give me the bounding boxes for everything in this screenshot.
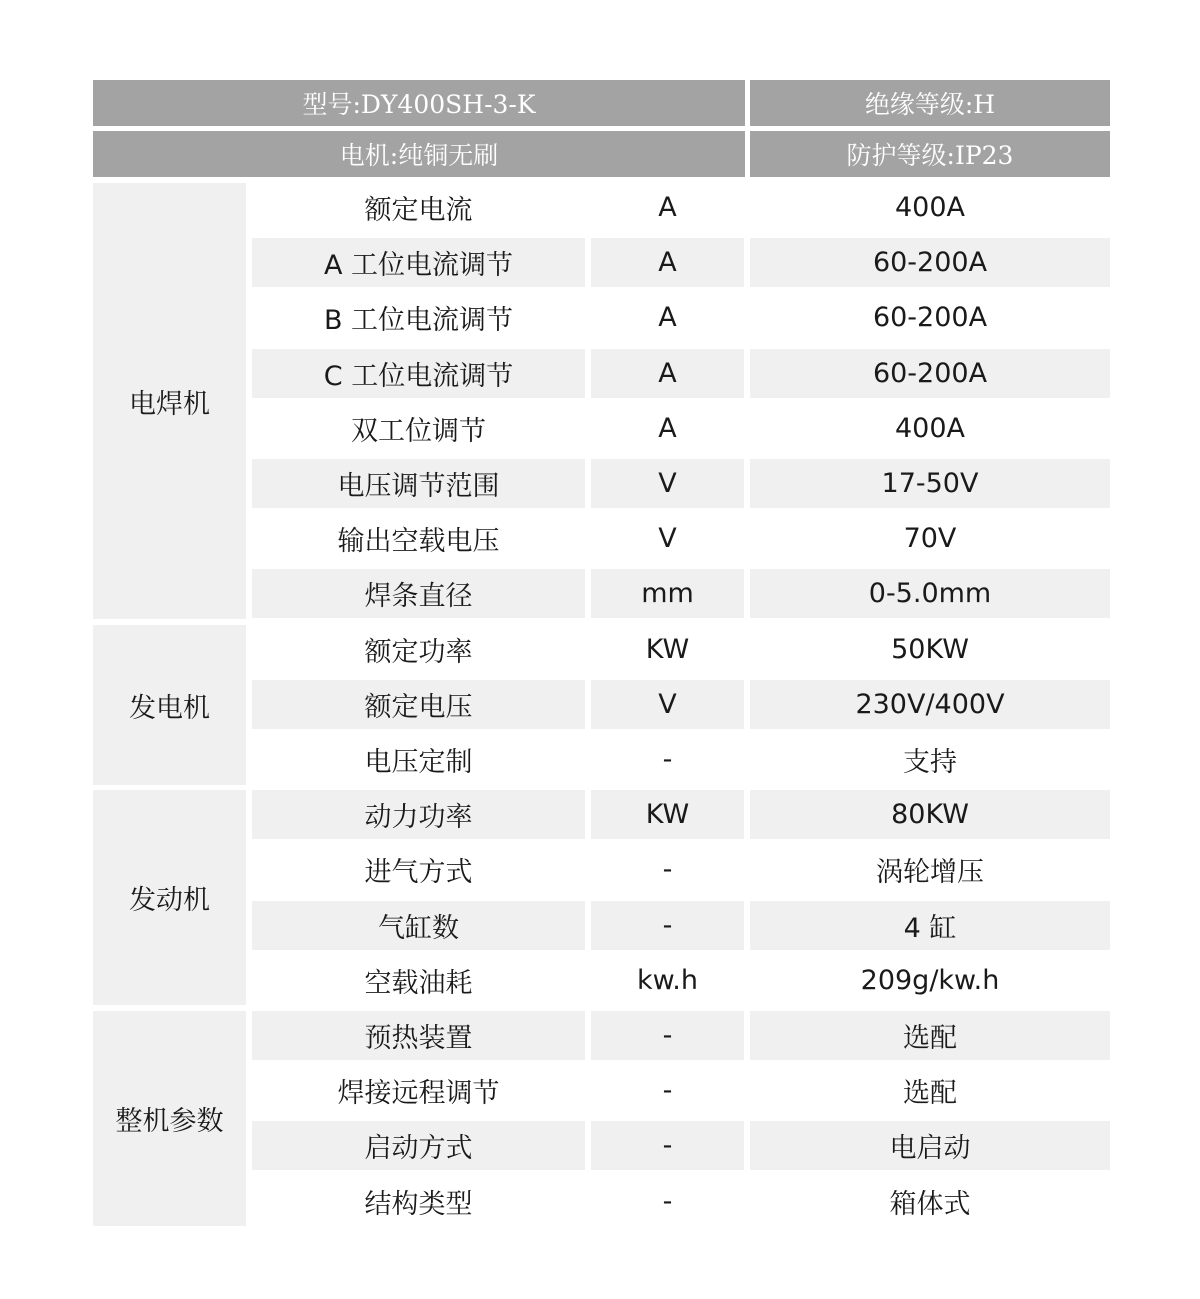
- param-cell: C 工位电流调节: [252, 349, 585, 398]
- param-cell: 空载油耗: [364, 968, 473, 999]
- value-cell: 60-200A: [750, 349, 1110, 398]
- value-cell: 230V/400V: [750, 680, 1110, 729]
- unit-cell: mm: [591, 569, 744, 618]
- param-cell: 动力功率: [252, 790, 585, 839]
- param-cell: 额定功率: [364, 637, 473, 668]
- param-cell: 焊接远程调节: [337, 1078, 500, 1109]
- unit-cell: kw.h: [637, 965, 698, 996]
- param-cell: 额定电压: [252, 680, 585, 729]
- param-cell: 启动方式: [252, 1121, 585, 1170]
- protection-header: 防护等级:IP23: [750, 131, 1110, 177]
- unit-cell: -: [662, 1075, 673, 1106]
- value-cell: 选配: [750, 1011, 1110, 1060]
- value-cell: 209g/kw.h: [860, 965, 1000, 996]
- value-cell: 60-200A: [750, 238, 1110, 287]
- param-cell: 电压定制: [364, 747, 473, 778]
- unit-cell: A: [658, 192, 677, 223]
- value-cell: 50KW: [891, 634, 969, 665]
- param-cell: B 工位电流调节: [323, 305, 514, 336]
- value-cell: 400A: [894, 413, 965, 444]
- unit-cell: A: [658, 413, 677, 444]
- value-cell: 4 缸: [750, 901, 1110, 950]
- param-cell: 结构类型: [364, 1189, 473, 1220]
- unit-cell: KW: [591, 790, 744, 839]
- unit-cell: -: [662, 744, 673, 775]
- category-cell: 发动机: [93, 790, 246, 1005]
- unit-cell: V: [591, 680, 744, 729]
- unit-cell: A: [591, 238, 744, 287]
- value-cell: 80KW: [750, 790, 1110, 839]
- model-header: 型号:DY400SH-3-K: [93, 80, 745, 126]
- param-cell: 焊条直径: [252, 569, 585, 618]
- param-cell: 气缸数: [252, 901, 585, 950]
- param-cell: 预热装置: [252, 1011, 585, 1060]
- unit-cell: -: [662, 1186, 673, 1217]
- param-cell: 进气方式: [364, 857, 473, 888]
- value-cell: 涡轮增压: [876, 857, 984, 888]
- value-cell: 选配: [903, 1078, 957, 1109]
- value-cell: 0-5.0mm: [750, 569, 1110, 618]
- value-cell: 60-200A: [872, 302, 988, 333]
- param-cell: A 工位电流调节: [252, 238, 585, 287]
- param-cell: 双工位调节: [351, 416, 486, 447]
- value-cell: 箱体式: [889, 1189, 971, 1220]
- value-cell: 17-50V: [750, 459, 1110, 508]
- unit-cell: -: [591, 901, 744, 950]
- unit-cell: V: [658, 523, 677, 554]
- unit-cell: -: [591, 1121, 744, 1170]
- value-cell: 70V: [903, 523, 957, 554]
- unit-cell: A: [591, 349, 744, 398]
- unit-cell: -: [662, 854, 673, 885]
- param-cell: 额定电流: [364, 195, 473, 226]
- motor-header: 电机:纯铜无刷: [93, 131, 745, 177]
- param-cell: 电压调节范围: [252, 459, 585, 508]
- insulation-header: 绝缘等级:H: [750, 80, 1110, 126]
- param-cell: 输出空载电压: [337, 526, 500, 557]
- unit-cell: V: [591, 459, 744, 508]
- category-cell: 电焊机: [93, 183, 246, 619]
- unit-cell: A: [658, 302, 677, 333]
- unit-cell: -: [591, 1011, 744, 1060]
- category-cell: 发电机: [93, 625, 246, 785]
- value-cell: 400A: [894, 192, 965, 223]
- value-cell: 电启动: [750, 1121, 1110, 1170]
- unit-cell: KW: [645, 634, 690, 665]
- category-cell: 整机参数: [93, 1011, 246, 1226]
- value-cell: 支持: [903, 747, 957, 778]
